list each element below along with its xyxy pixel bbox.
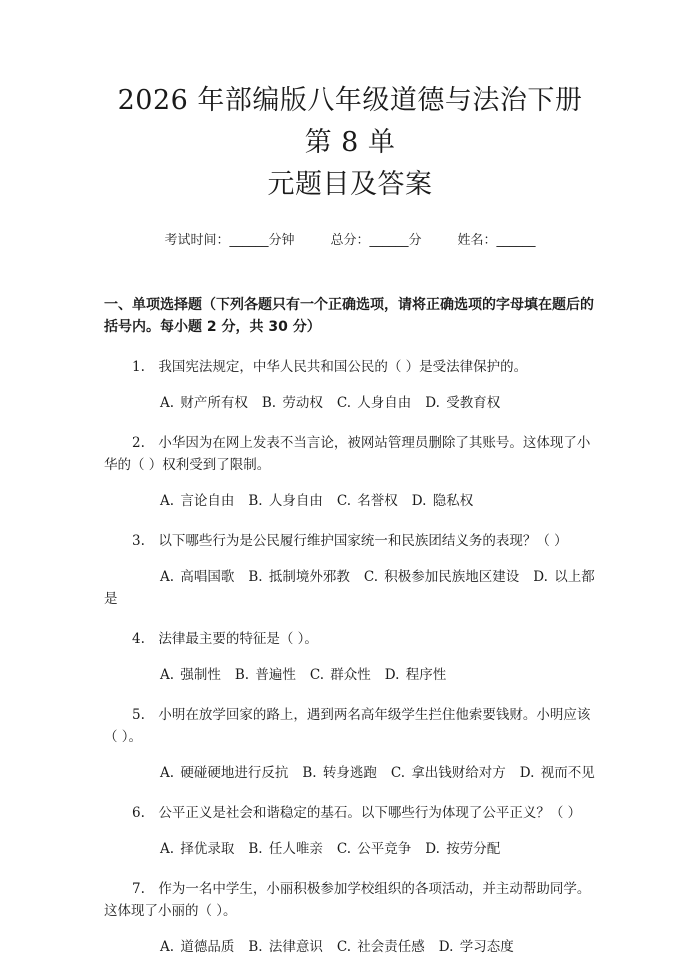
question-stem: 1. 我国宪法规定，中华人民共和国公民的（ ）是受法律保护的。 (132, 359, 528, 375)
question-stem: 3. 以下哪些行为是公民履行维护国家统一和民族团结义务的表现？（ ） (132, 533, 568, 549)
question-stem: 4. 法律最主要的特征是（ ）。 (132, 631, 318, 647)
question-list (104, 356, 596, 958)
question-item (104, 432, 596, 512)
question-stem: 5. 小明在放学回家的路上，遇到两名高年级学生拦住他索要钱财。小明应该（ ）。 (104, 707, 591, 745)
question-stem: 2. 小华因为在网上发表不当言论，被网站管理员删除了其账号。这体现了小华的（ ）权利受到了限制。 (104, 435, 591, 473)
answer-option: C. 拿出钱财给对方 (390, 765, 506, 781)
answer-option: D. 以上都是 (104, 569, 595, 607)
section-heading: 一、单项选择题（下列各题只有一个正确选项，请将正确选项的字母填在题后的括号内。每小题 2 分，共 30 分） (104, 297, 594, 335)
question-options (104, 838, 596, 860)
exam-meta (104, 232, 596, 250)
answer-option: A. 言论自由 (160, 493, 235, 509)
answer-option: B. 任人唯亲 (248, 841, 323, 857)
exam-time-field: 考试时间：______分钟 (164, 233, 295, 248)
question-item (104, 356, 596, 414)
answer-option: B. 劳动权 (261, 395, 323, 411)
answer-option: C. 人身自由 (336, 395, 412, 411)
answer-option: D. 程序性 (384, 667, 447, 683)
student-name-field: 姓名：______ (457, 233, 536, 248)
answer-option: C. 社会责任感 (336, 939, 425, 955)
answer-option: A. 道德品质 (160, 939, 235, 955)
answer-option: A. 强制性 (160, 667, 221, 683)
question-stem: 6. 公平正义是社会和谐稳定的基石。以下哪些行为体现了公平正义？（ ） (132, 805, 582, 821)
question-item (104, 878, 596, 958)
answer-option: A. 硬碰硬地进行反抗 (160, 765, 289, 781)
document-title (104, 0, 596, 206)
answer-option: A. 财产所有权 (160, 395, 248, 411)
answer-option: D. 隐私权 (411, 493, 474, 509)
title-line-1: 2026 年部编版八年级道德与法治下册第 8 单 (117, 85, 583, 158)
answer-option: C. 群众性 (309, 667, 371, 683)
answer-option: C. 名誉权 (336, 493, 398, 509)
question-options (104, 566, 596, 610)
total-score-field: 总分：______分 (330, 233, 422, 248)
question-options (104, 664, 596, 686)
answer-option: D. 受教育权 (425, 395, 501, 411)
answer-option: A. 高唱国歌 (160, 569, 235, 585)
answer-option: B. 人身自由 (248, 493, 323, 509)
answer-option: B. 转身逃跑 (302, 765, 377, 781)
answer-option: D. 学习态度 (438, 939, 514, 955)
answer-option: A. 择优录取 (160, 841, 235, 857)
title-line-2: 元题目及答案 (267, 169, 433, 200)
answer-option: D. 按劳分配 (425, 841, 501, 857)
question-options (104, 490, 596, 512)
question-options (104, 762, 596, 784)
answer-option: C. 公平竞争 (336, 841, 412, 857)
question-item (104, 628, 596, 686)
question-options (104, 936, 596, 958)
question-item (104, 530, 596, 610)
question-stem: 7. 作为一名中学生，小丽积极参加学校组织的各项活动，并主动帮助同学。这体现了小丽的（ ）。 (104, 881, 591, 919)
answer-option: B. 普遍性 (234, 667, 296, 683)
question-item (104, 802, 596, 860)
answer-option: D. 视而不见 (519, 765, 595, 781)
answer-option: B. 抵制境外邪教 (248, 569, 350, 585)
question-item (104, 704, 596, 784)
answer-option: C. 积极参加民族地区建设 (363, 569, 520, 585)
answer-option: B. 法律意识 (248, 939, 323, 955)
question-options (104, 392, 596, 414)
